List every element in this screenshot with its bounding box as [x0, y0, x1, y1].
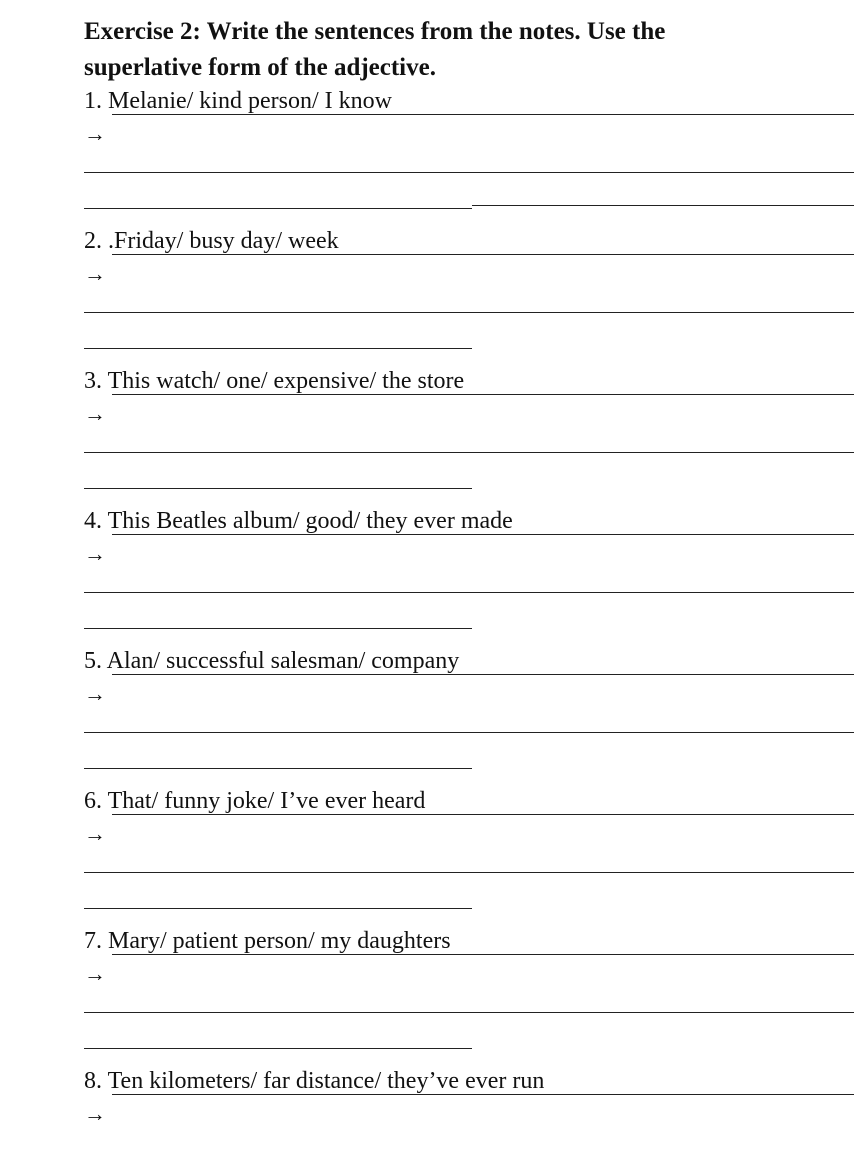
arrow-icon: → [84, 541, 106, 566]
item-prompt: 5. Alan/ successful salesman/ company [84, 648, 460, 674]
prompt-underline [112, 954, 854, 955]
prompt-underline [112, 114, 854, 115]
item-prompt: 8. Ten kilometers/ far distance/ they’ve ever run [84, 1068, 545, 1094]
answer-line[interactable] [84, 1048, 472, 1049]
arrow-icon: → [84, 401, 106, 426]
arrow-icon: → [84, 1101, 106, 1126]
exercise-title: Exercise 2: Write the sentences from the notes. Use the superlative form of the adjective. [84, 18, 666, 81]
arrow-icon: → [84, 261, 106, 286]
answer-line[interactable] [84, 172, 854, 173]
arrow-icon: → [84, 961, 106, 986]
answer-line[interactable] [84, 208, 472, 209]
arrow-icon: → [84, 121, 106, 146]
answer-line[interactable] [84, 312, 854, 313]
answer-line[interactable] [84, 872, 854, 873]
item-prompt: 4. This Beatles album/ good/ they ever made [84, 508, 513, 534]
exercise-item-3 [84, 366, 854, 506]
answer-line[interactable] [84, 628, 472, 629]
answer-line[interactable] [84, 908, 472, 909]
answer-line[interactable] [84, 768, 472, 769]
item-prompt: 7. Mary/ patient person/ my daughters [84, 928, 451, 954]
arrow-icon: → [84, 681, 106, 706]
answer-line[interactable] [84, 452, 854, 453]
exercise-item-6 [84, 786, 854, 926]
item-prompt: 1. Melanie/ kind person/ I know [84, 88, 392, 114]
exercise-item-7 [84, 926, 854, 1066]
answer-line[interactable] [84, 348, 472, 349]
item-prompt: 3. This watch/ one/ expensive/ the store [84, 368, 465, 394]
prompt-underline [112, 394, 854, 395]
exercise-item-8 [84, 1066, 854, 1161]
exercise-item-4 [84, 506, 854, 646]
divider-line [472, 205, 854, 206]
item-prompt: 2. .Friday/ busy day/ week [84, 228, 339, 254]
prompt-underline [112, 674, 854, 675]
prompt-underline [112, 814, 854, 815]
answer-line[interactable] [84, 592, 854, 593]
prompt-underline [112, 1094, 854, 1095]
answer-line[interactable] [84, 1012, 854, 1013]
answer-line[interactable] [84, 732, 854, 733]
prompt-underline [112, 534, 854, 535]
prompt-underline [112, 254, 854, 255]
exercise-item-5 [84, 646, 854, 786]
exercise-item-1 [84, 86, 854, 226]
item-prompt: 6. That/ funny joke/ I’ve ever heard [84, 788, 426, 814]
exercise-item-2 [84, 226, 854, 366]
arrow-icon: → [84, 821, 106, 846]
answer-line[interactable] [84, 488, 472, 489]
